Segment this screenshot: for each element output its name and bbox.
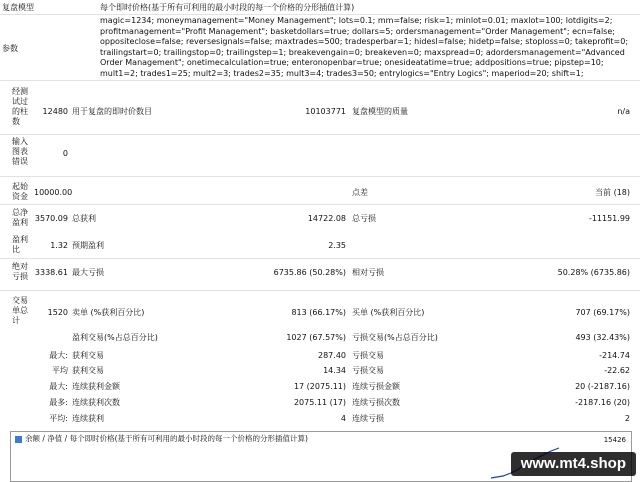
ticks-modeled-value: 10103771	[305, 107, 346, 116]
gross-profit-value: 14722.08	[307, 214, 346, 223]
chart-y-max: 15426	[603, 436, 626, 444]
maximal-consec-loss-label: 连续亏损次数	[352, 398, 400, 407]
max-consec-wins-value: 17 (2075.11)	[293, 382, 346, 391]
profit-trades-value: 1027 (67.57%)	[286, 333, 346, 342]
average2-label: 平均:	[49, 414, 68, 423]
gross-profit-label: 总获利	[72, 214, 96, 223]
maximal-consec-profit-label: 连续获利次数	[72, 398, 120, 407]
mismatched-charts-value: 0	[62, 149, 68, 158]
expected-payoff-label: 预期盈利	[72, 241, 104, 250]
long-positions-value: 707 (69.17%)	[575, 308, 630, 317]
max-consec-losses-label: 连续亏损金额	[352, 382, 400, 391]
expected-payoff-value: 2.35	[328, 241, 346, 250]
max-consec-losses-value: 20 (-2187.16)	[575, 382, 630, 391]
chart-title-bar: 余额 / 净值 / 每个即时价格(基于所有可利用的最小时段的每一个价格的分形插值计算)	[15, 434, 308, 443]
gross-loss-label: 总亏损	[352, 214, 376, 223]
chart-title: 每个即时价格(基于所有可利用的最小时段的每一个价格的分形插值计算)	[69, 434, 308, 443]
bars-tested-value: 12480	[42, 107, 68, 116]
avg-consec-wins-value: 4	[340, 414, 346, 423]
profit-factor-value: 1.32	[50, 241, 68, 250]
loss-trades-label: 亏损交易(%占总百分比)	[352, 333, 438, 342]
model-value: 每个即时价格(基于所有可利用的最小时段的每一个价格的分形插值计算)	[100, 3, 355, 12]
maximal-consec-loss-value: -2187.16 (20)	[575, 398, 630, 407]
loss-trades-value: 493 (32.43%)	[575, 333, 630, 342]
rel-drawdown-label: 相对亏损	[352, 268, 384, 277]
total-trades-value: 1520	[47, 308, 68, 317]
params-value: magic=1234; moneymanagement="Money Management"; lots=0.1; mm=false; risk=1; minlot=0.01; maxlot=100; lotdigits=2; profitmanagement="Profit Management"; basketdollars=true; dollars=5; ordersmanagement="Order Management"; ecn=false; oppositeclose=false; reversesignals=false; maxtrades=500; tradesperbar=1; hidesl=false; hidetp=false; stoploss=0; takeprofit=0; trailingstart=0; trailingstop=0; trailingstep=1; breakevengain=0; breakeven=0; maxspread=0; adordersmanagement="Advanced Order Management"; onetimecalculation=true; enteronopenbar=true; onesideatatime=true; addpositions=true; pipstep=10; mult1=2; trades1=25; mult2=3; trades2=35; mult3=4; trades3=50; entrylogics="Entry Logics"; maperiod=20; shift=1;	[100, 16, 629, 78]
watermark: www.mt4.shop	[511, 452, 636, 476]
quality-value: n/a	[617, 107, 630, 116]
abs-drawdown-label: 绝对亏损	[12, 262, 28, 281]
maximal-label: 最多:	[49, 398, 68, 407]
max-drawdown-value: 6735.86 (50.28%)	[273, 268, 346, 277]
maximum-label: 最大:	[49, 382, 68, 391]
spread-label: 点差	[352, 188, 368, 197]
mismatched-charts-label: 输入图表错误	[12, 137, 28, 166]
chart-tab-balance[interactable]: 余额	[25, 434, 40, 443]
largest-label: 最大:	[49, 351, 68, 360]
ticks-modeled-label: 用于复盘的即时价数目	[72, 107, 152, 116]
avg-consec-losses-label: 连续亏损	[352, 414, 384, 423]
average-label: 平均	[52, 366, 68, 375]
total-net-profit-value: 3570.09	[34, 214, 68, 223]
chart-tab-equity[interactable]: 净值	[47, 434, 63, 443]
params-label: 参数	[2, 44, 18, 53]
total-trades-label: 交易单总计	[12, 296, 28, 325]
avg-consec-wins-label: 连续获利	[72, 414, 104, 423]
quality-model-label: 复盘模型	[2, 3, 34, 12]
gross-loss-value: -11151.99	[588, 214, 630, 223]
short-positions-value: 813 (66.17%)	[291, 308, 346, 317]
average-profit-trade-label: 获利交易	[72, 366, 104, 375]
average-profit-trade-value: 14.34	[323, 366, 346, 375]
profit-trades-label: 盈利交易(%占总百分比)	[72, 333, 158, 342]
max-consec-wins-label: 连续获利金额	[72, 382, 120, 391]
max-drawdown-label: 最大亏损	[72, 268, 104, 277]
initial-deposit-value: 10000.00	[34, 188, 73, 197]
quality-label: 复盘模型的质量	[352, 107, 408, 116]
avg-consec-losses-value: 2	[624, 414, 630, 423]
largest-profit-trade-value: 287.40	[318, 351, 346, 360]
average-loss-trade-label: 亏损交易	[352, 366, 384, 375]
largest-loss-trade-label: 亏损交易	[352, 351, 384, 360]
initial-deposit-label: 起始资金	[12, 182, 28, 201]
total-net-profit-label: 总净盈利	[12, 208, 28, 227]
rel-drawdown-value: 50.28% (6735.86)	[557, 268, 630, 277]
average-loss-trade-value: -22.62	[604, 366, 630, 375]
spread-value: 当前 (18)	[595, 188, 630, 197]
largest-profit-trade-label: 获利交易	[72, 351, 104, 360]
largest-loss-trade-value: -214.74	[599, 351, 630, 360]
long-positions-label: 买单 (%获利百分比)	[352, 308, 425, 317]
profit-factor-label: 盈利比	[12, 235, 28, 254]
abs-drawdown-value: 3338.61	[34, 268, 68, 277]
short-positions-label: 卖单 (%获利百分比)	[72, 308, 145, 317]
bars-tested-label: 经测试过的柱数	[12, 87, 28, 126]
maximal-consec-profit-value: 2075.11 (17)	[293, 398, 346, 407]
